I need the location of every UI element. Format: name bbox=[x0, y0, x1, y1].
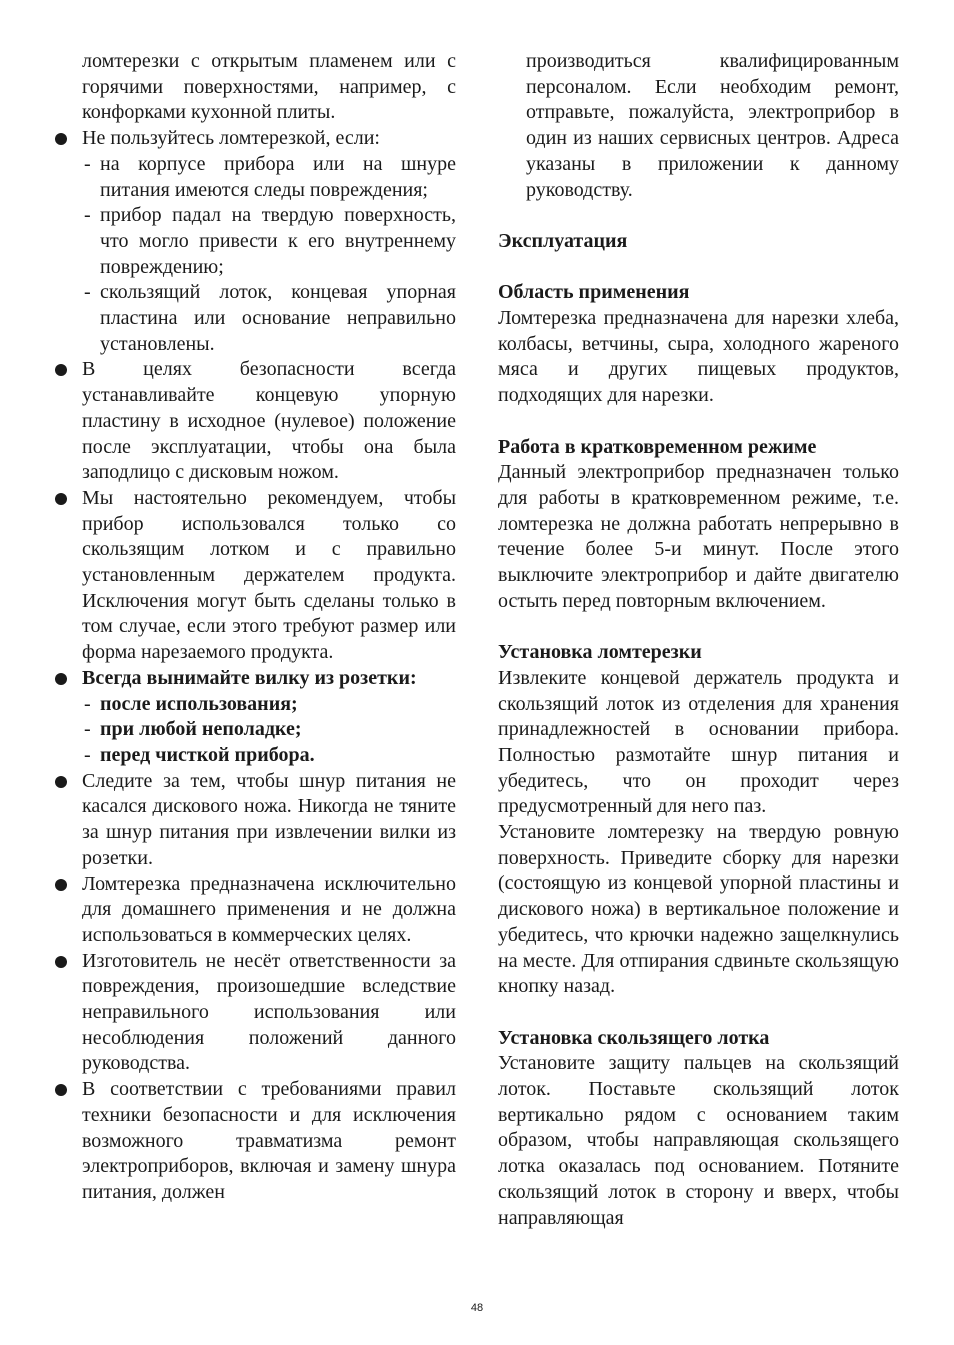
subsection-heading: Установка ломтерезки bbox=[498, 641, 702, 664]
bullet-item: Следите за тем, чтобы шнур питания не касался дискового ножа. Никогда не тяните за шнур питания при извлечении вилки из розетки. bbox=[54, 769, 456, 872]
spacer bbox=[498, 255, 899, 281]
left-column bbox=[54, 49, 456, 1206]
spacer bbox=[498, 1000, 899, 1026]
subsection-heading: Установка скользящего лотка bbox=[498, 1026, 770, 1049]
dash-item: - прибор падал на твердую поверхность, что могло привести к его внутреннему повреждению; bbox=[54, 203, 456, 280]
bold-text: перед чисткой прибора. bbox=[100, 743, 315, 766]
bullet-item: Не пользуйтесь ломтерезкой, если: bbox=[54, 126, 456, 152]
dash-item-bold bbox=[54, 743, 456, 769]
section-heading: Эксплуатация bbox=[498, 229, 628, 252]
right-column bbox=[498, 49, 899, 1231]
bullet-item: Ломтерезка предназначена исключительно для домашнего применения и не должна использоваться в коммерческих целях. bbox=[54, 872, 456, 949]
paragraph: Извлеките концевой держатель продукта и скользящий лоток из отделения для хранения принадлежностей в основании прибора. Полностью размотайте шнур питания и убедитесь, что он проходит через предусмотренный для него паз. bbox=[498, 666, 899, 818]
bold-text: при любой неполадке; bbox=[100, 718, 302, 741]
paragraph: Данный электроприбор предназначен только для работы в кратковременном режиме, т.е. ломтерезка не должна работать непрерывно в течение более 5-и минут. После этого выключите электроприбор и дайте двигателю остыть перед повторным включением. bbox=[498, 461, 899, 612]
bullet-item: В целях безопасности всегда устанавливайте концевую упорную пластину в исходное (нулевое) положение после эксплуатации, чтобы она была заподлицо с дисковым ножом. bbox=[54, 357, 456, 486]
subsection-heading: Работа в кратковременном режиме bbox=[498, 435, 817, 458]
bullet-item-bold bbox=[54, 666, 456, 692]
page-number: 48 bbox=[470, 1302, 484, 1314]
spacer bbox=[498, 409, 899, 435]
dash-item: - на корпусе прибора или на шнуре питания имеются следы повреждения; bbox=[54, 152, 456, 203]
bullet-item: В соответствии с требованиями правил техники безопасности и для исключения возможного травматизма ремонт электроприборов, включая и замену шнура питания, должен bbox=[54, 1077, 456, 1206]
paragraph: ломтерезки с открытым пламенем или с горячими поверхностями, например, с конфорками кухонной плиты. bbox=[82, 50, 456, 124]
bold-text: после использования; bbox=[100, 692, 298, 715]
dash-item-bold bbox=[54, 692, 456, 718]
spacer bbox=[498, 203, 899, 229]
paragraph: производиться квалифицированным персоналом. Если необходим ремонт, отправьте, пожалуйста, электроприбор в один из наших сервисных центров. Адреса указаны в приложении к данному руководству. bbox=[526, 50, 899, 201]
bullet-item: Изготовитель не несёт ответственности за повреждения, произошедшие вследствие неправильного использования или несоблюдения положений данного руководства. bbox=[54, 949, 456, 1078]
bullet-item: Мы настоятельно рекомендуем, чтобы прибор использовался только со скользящим лотком и с правильно установленным держателем продукта. Исключения могут быть сделаны только в том случае, если этого требуют размер или форма нарезаемого продукта. bbox=[54, 486, 456, 666]
subsection-heading: Область применения bbox=[498, 281, 690, 304]
dash-item-bold bbox=[54, 717, 456, 743]
paragraph: Установите ломтерезку на твердую ровную поверхность. Приведите сборку для нарезки (состоящую из концевой упорной пластины и дискового ножа) в вертикальное положение и убедитесь, что крючки надежно защелкнулись на месте. Для отпирания сдвиньте скользящую кнопку назад. bbox=[498, 821, 899, 998]
spacer bbox=[498, 614, 899, 640]
dash-item: - скользящий лоток, концевая упорная пластина или основание неправильно установлены. bbox=[54, 280, 456, 357]
paragraph: Установите защиту пальцев на скользящий лоток. Поставьте скользящий лоток вертикально рядом с основанием таким образом, чтобы направляющая скользящего лотка оказалась под основанием. Потяните скользящий лоток в сторону и вверх, чтобы направляющая bbox=[498, 1052, 899, 1229]
bold-text: Всегда вынимайте вилку из розетки: bbox=[82, 666, 417, 689]
paragraph: Ломтерезка предназначена для нарезки хлеба, колбасы, ветчины, сыра, холодного жареного мяса и других пищевых продуктов, подходящих для нарезки. bbox=[498, 307, 899, 407]
